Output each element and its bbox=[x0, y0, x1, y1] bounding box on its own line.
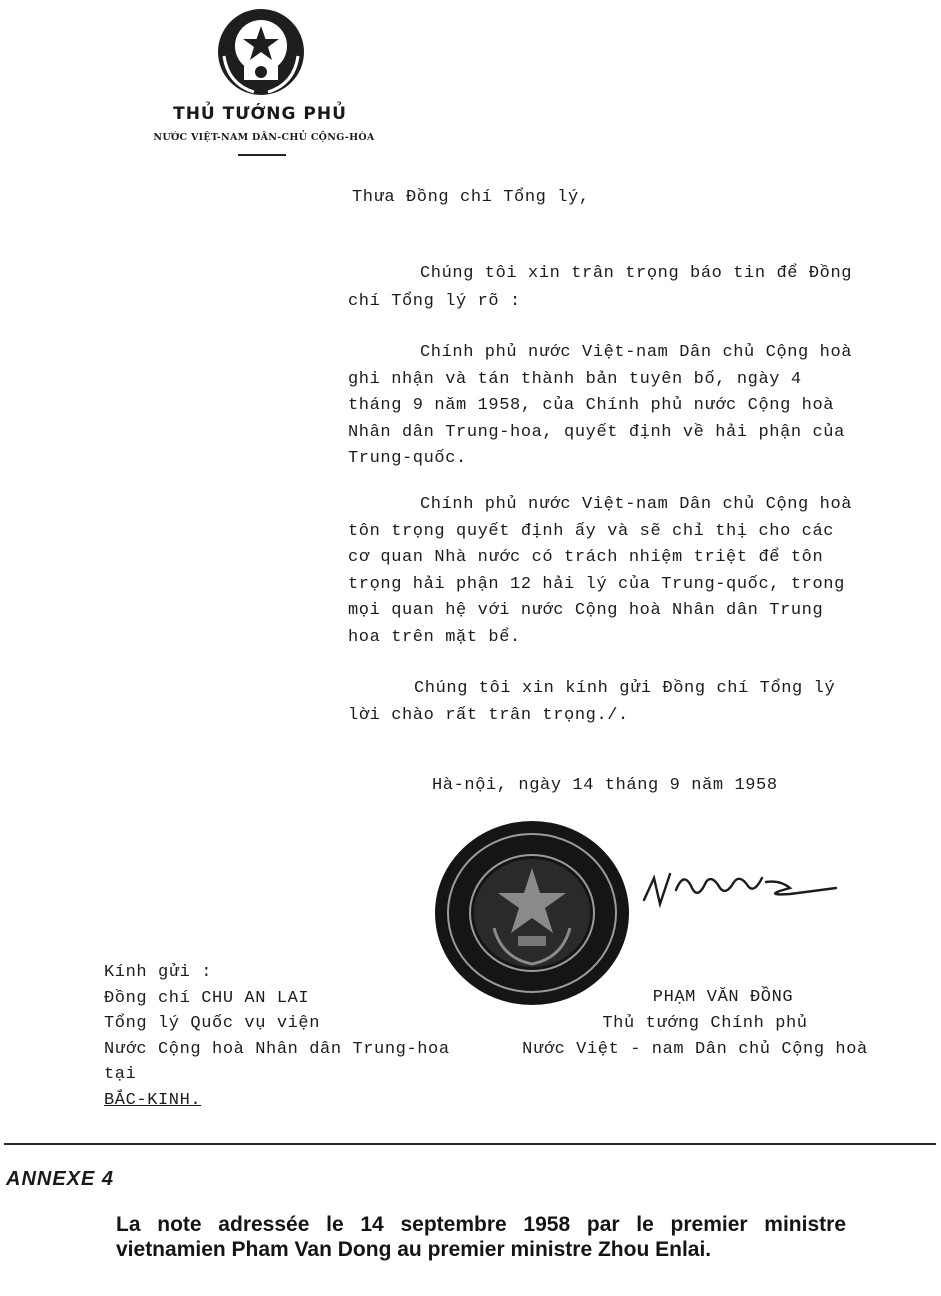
paragraph-2-line: Trung-quốc. bbox=[348, 449, 467, 468]
paragraph-2-line: Chính phủ nước Việt-nam Dân chủ Cộng hoà bbox=[420, 343, 853, 362]
paragraph-3-line: trọng hải phận 12 hải lý của Trung-quốc, trong bbox=[348, 574, 845, 594]
paragraph-3-line: Chính phủ nước Việt-nam Dân chủ Cộng hoà bbox=[420, 495, 853, 514]
recipient-title: Tổng lý Quốc vụ viện bbox=[104, 1014, 321, 1033]
signatory-title: Thủ tướng Chính phủ bbox=[602, 1014, 808, 1033]
paragraph-2-line: ghi nhận và tán thành bản tuyên bố, ngày 4 bbox=[348, 369, 802, 389]
signature-block bbox=[500, 985, 890, 1063]
paragraph-1-line: chí Tổng lý rõ : bbox=[348, 292, 521, 311]
paragraph-3-line: cơ quan Nhà nước có trách nhiệm triệt để tôn bbox=[348, 548, 824, 567]
paragraph-1 bbox=[348, 260, 888, 316]
office-subtitle: NƯỚC VIỆT-NAM DÂN-CHỦ CỘNG-HÒA bbox=[153, 132, 375, 143]
paragraph-1-line: Chúng tôi xin trân trọng báo tin để Đồng bbox=[420, 264, 853, 283]
paragraph-3-line: tôn trọng quyết định ấy và sẽ chỉ thị cho các bbox=[348, 521, 835, 541]
paragraph-2-line: tháng 9 năm 1958, của Chính phủ nước Cộng hoà bbox=[348, 396, 835, 415]
annex-label: ANNEXE 4 bbox=[6, 1168, 115, 1190]
paragraph-4-line: Chúng tôi xin kính gửi Đồng chí Tổng lý bbox=[414, 679, 836, 698]
paragraph-4-line: lời chào rất trân trọng./. bbox=[348, 706, 629, 725]
office-title: THỦ TƯỚNG PHỦ bbox=[173, 104, 347, 124]
paragraph-3-line: mọi quan hệ với nước Cộng hoà Nhân dân Trung bbox=[348, 601, 824, 620]
annex-caption: La note adressée le 14 septembre 1958 par le premier ministre vietnamien Pham Van Dong au premier ministre Zhou Enlai. bbox=[116, 1213, 846, 1261]
recipient-name: Đồng chí CHU AN LAI bbox=[104, 988, 310, 1008]
recipient-block bbox=[104, 960, 504, 1113]
salutation: Thưa Đồng chí Tổng lý, bbox=[352, 188, 590, 207]
annex-divider bbox=[4, 1143, 936, 1145]
paragraph-2-line: Nhân dân Trung-hoa, quyết định về hải phận của bbox=[348, 422, 845, 442]
recipient-at: tại bbox=[104, 1065, 137, 1084]
recipient-heading: Kính gửi : bbox=[104, 963, 213, 982]
header-divider bbox=[238, 154, 286, 156]
date-line: Hà-nội, ngày 14 tháng 9 năm 1958 bbox=[432, 776, 778, 795]
paragraph-3 bbox=[348, 492, 888, 651]
national-emblem-icon bbox=[214, 6, 308, 98]
signatory-country: Nước Việt - nam Dân chủ Cộng hoà bbox=[522, 1040, 868, 1059]
recipient-city: BẮC-KINH. bbox=[104, 1090, 202, 1110]
handwritten-signature-icon bbox=[640, 860, 840, 920]
paragraph-3-line: hoa trên mặt bể. bbox=[348, 627, 521, 647]
recipient-country: Nước Cộng hoà Nhân dân Trung-hoa bbox=[104, 1039, 450, 1059]
signatory-name: PHẠM VĂN ĐỒNG bbox=[652, 988, 794, 1007]
paragraph-2 bbox=[348, 340, 888, 473]
paragraph-4 bbox=[348, 675, 888, 729]
